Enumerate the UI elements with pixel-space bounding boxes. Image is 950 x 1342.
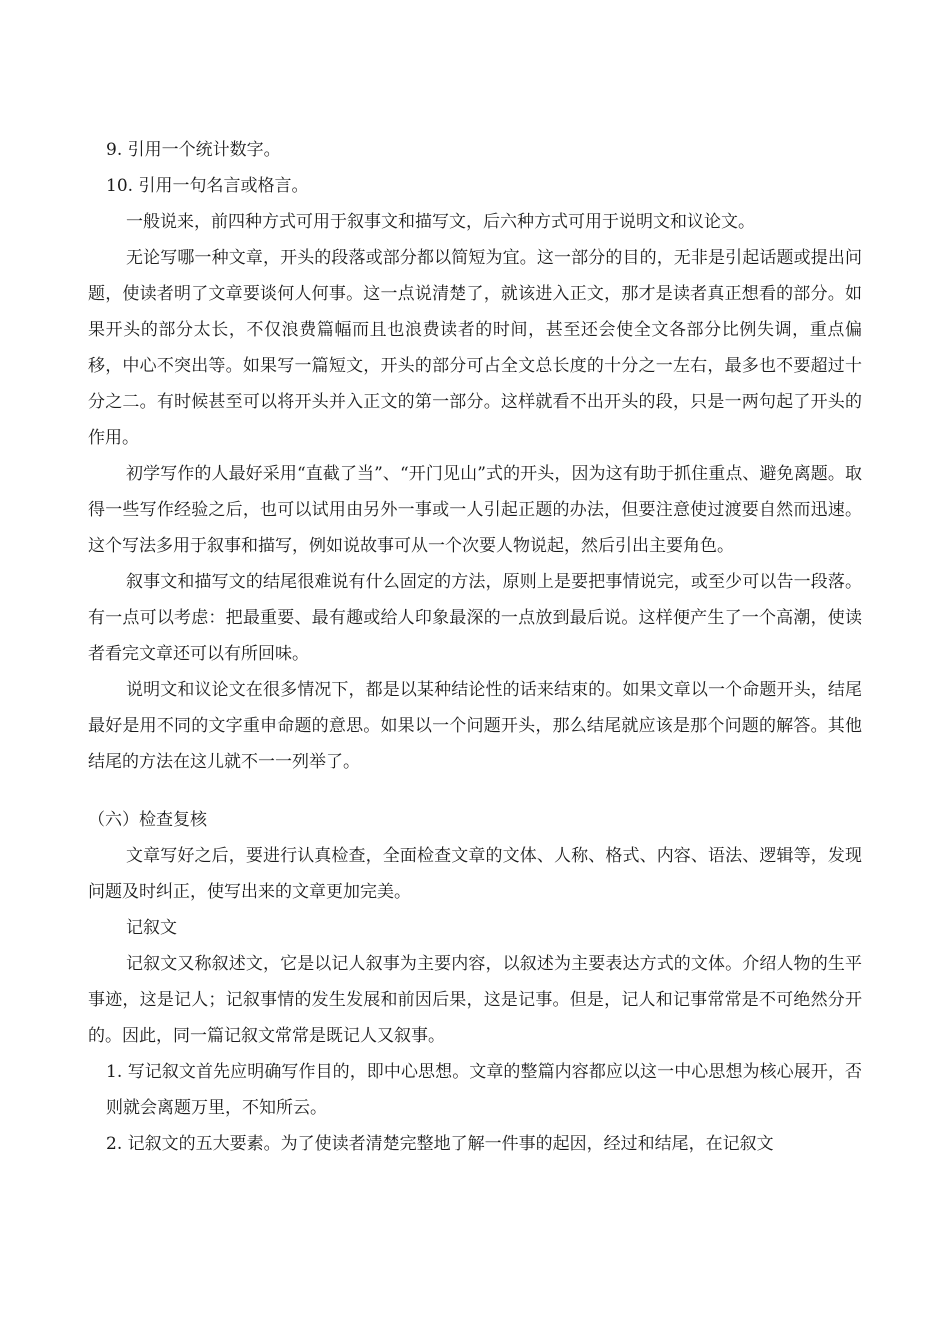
paragraph-beginner-advice: 初学写作的人最好采用“直截了当”、“开门见山”式的开头，因为这有助于抓住重点、避免离题。取得一些写作经验之后，也可以试用由另外一事或一人引起正题的办法，但要注意使过渡要自然而迅速。这个写法多用于叙事和描写，例如说故事可从一个次要人物说起，然后引出主要角色。 <box>88 464 862 556</box>
paragraph-narrative-definition: 记叙文又称叙述文，它是以记人叙事为主要内容，以叙述为主要表达方式的文体。介绍人物的生平事迹，这是记人；记叙事情的发生发展和前因后果，这是记事。但是，记人和记事常常是不可绝然分开的。因此，同一篇记叙文常常是既记人又叙事。 <box>88 954 862 1046</box>
paragraph-summary: 一般说来，前四种方式可用于叙事文和描写文，后六种方式可用于说明文和议论文。 <box>126 212 755 232</box>
paragraph-narrative-ending: 叙事文和描写文的结尾很难说有什么固定的方法，原则上是要把事情说完，或至少可以告一段落。有一点可以考虑：把最重要、最有趣或给人印象最深的一点放到最后说。这样便产生了一个高潮，使读者看完文章还可以有所回味。 <box>88 572 862 664</box>
section-heading: （六）检查复核 <box>88 810 207 830</box>
list-item-1: 1. 写记叙文首先应明确写作目的，即中心思想。文章的整篇内容都应以这一中心思想为核心展开，否则就会离题万里，不知所云。 <box>106 1062 862 1118</box>
paragraph-review: 文章写好之后，要进行认真检查，全面检查文章的文体、人称、格式、内容、语法、逻辑等，发现问题及时纠正，使写出来的文章更加完美。 <box>88 846 862 902</box>
paragraph-argument-ending: 说明文和议论文在很多情况下，都是以某种结论性的话来结束的。如果文章以一个命题开头，结尾最好是用不同的文字重申命题的意思。如果以一个问题开头，那么结尾就应该是那个问题的解答。其他结尾的方法在这儿就不一一列举了。 <box>88 680 862 772</box>
list-item-10: 10. 引用一句名言或格言。 <box>106 176 309 196</box>
section-gap <box>88 780 862 802</box>
document-body <box>88 132 862 1162</box>
list-item-9: 9. 引用一个统计数字。 <box>106 140 281 160</box>
subsection-heading: 记叙文 <box>126 918 177 938</box>
paragraph-opening-length: 无论写哪一种文章，开头的段落或部分都以简短为宜。这一部分的目的，无非是引起话题或提出问题，使读者明了文章要谈何人何事。这一点说清楚了，就该进入正文，那才是读者真正想看的部分。如果开头的部分太长，不仅浪费篇幅而且也浪费读者的时间，甚至还会使全文各部分比例失调，重点偏移，中心不突出等。如果写一篇短文，开头的部分可占全文总长度的十分之一左右，最多也不要超过十分之二。有时候甚至可以将开头并入正文的第一部分。这样就看不出开头的段，只是一两句起了开头的作用。 <box>88 248 862 448</box>
list-item-2: 2. 记叙文的五大要素。为了使读者清楚完整地了解一件事的起因，经过和结尾，在记叙文 <box>106 1134 774 1154</box>
